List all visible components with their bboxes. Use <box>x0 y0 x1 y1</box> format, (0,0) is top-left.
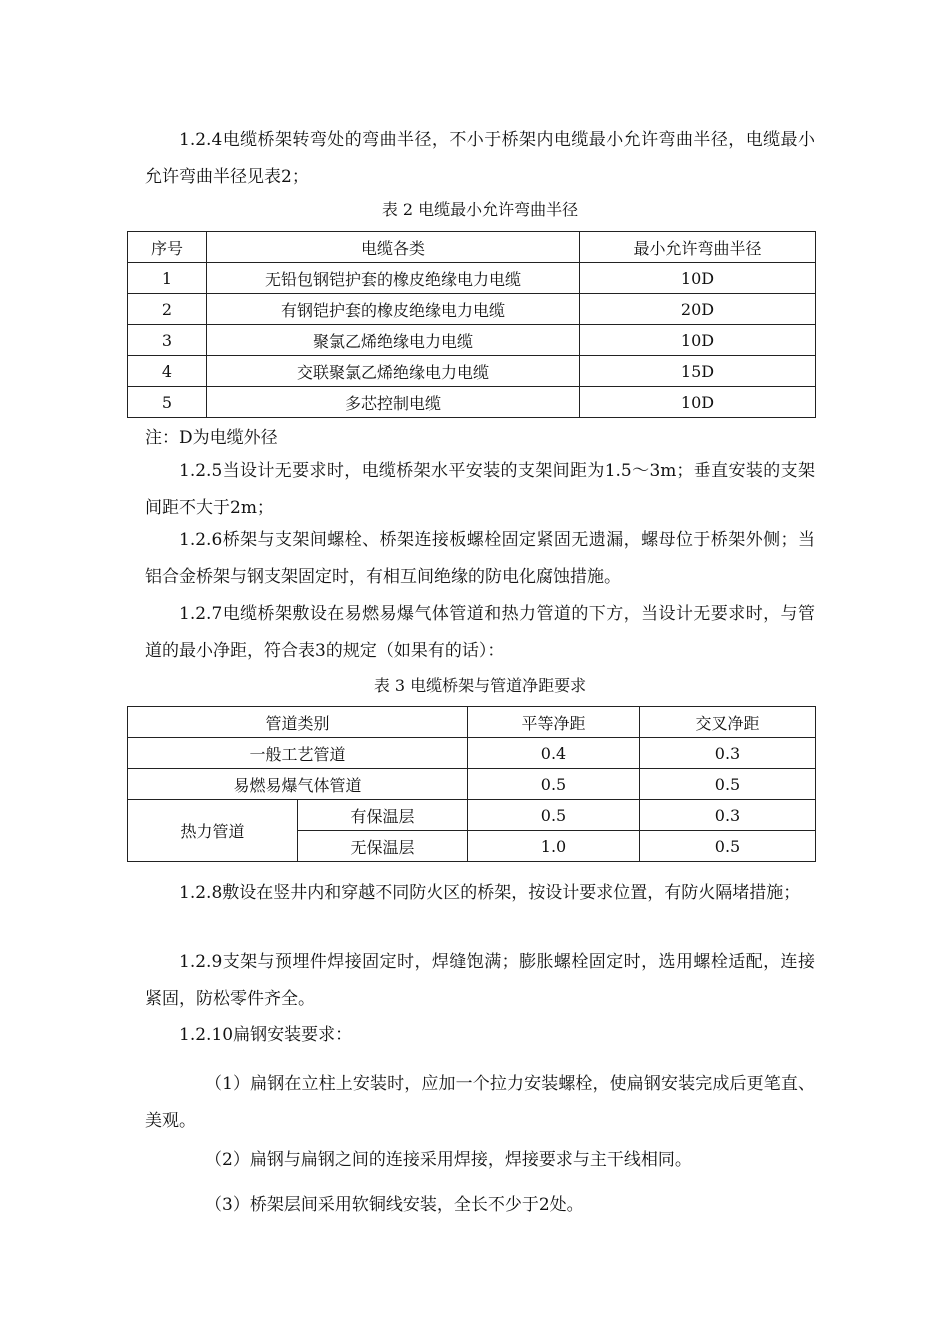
table-cell: 0.4 <box>468 738 640 769</box>
table-cell: 无保温层 <box>298 831 468 862</box>
list-item-1: （1）扁钢在立柱上安装时，应加一个拉力安装螺栓，使扁钢安装完成后更笔直、美观。 <box>145 1074 815 1131</box>
paragraph-1-2-7: 1.2.7电缆桥架敷设在易燃易爆气体管道和热力管道的下方，当设计无要求时，与管道的最小净距，符合表3的规定（如果有的话）： <box>145 604 815 661</box>
paragraph-1-2-5: 1.2.5当设计无要求时，电缆桥架水平安装的支架间距为1.5～3m；垂直安装的支架间距不大于2m； <box>145 461 815 518</box>
table-cell: 多芯控制电缆 <box>207 387 580 418</box>
table-cell: 1.0 <box>468 831 640 862</box>
table-row <box>128 738 816 769</box>
table-cell: 0.3 <box>640 800 816 831</box>
table-cell: 0.5 <box>640 831 816 862</box>
list-item-3: （3）桥架层间采用软铜线安装，全长不少于2处。 <box>205 1195 584 1215</box>
table-cell: 有钢铠护套的橡皮绝缘电力电缆 <box>207 294 580 325</box>
paragraph-1-2-10: 1.2.10扁钢安装要求： <box>179 1025 353 1045</box>
table-cell: 交联聚氯乙烯绝缘电力电缆 <box>207 356 580 387</box>
table-row <box>128 769 816 800</box>
table-cell: 3 <box>128 325 207 356</box>
table-cell: 0.3 <box>640 738 816 769</box>
table-cell: 一般工艺管道 <box>128 738 468 769</box>
header-cell: 序号 <box>128 232 207 263</box>
table-cell: 有保温层 <box>298 800 468 831</box>
table-cell: 2 <box>128 294 207 325</box>
table-3-caption: 表 3 电缆桥架与管道净距要求 <box>373 676 587 695</box>
table-cell: 15D <box>580 356 816 387</box>
header-cell: 交叉净距 <box>640 707 816 738</box>
table-row <box>128 325 816 356</box>
header-cell: 管道类别 <box>128 707 468 738</box>
paragraph-1-2-8: 1.2.8敷设在竖井内和穿越不同防火区的桥架，按设计要求位置，有防火隔堵措施； <box>179 883 801 903</box>
table-row <box>128 263 816 294</box>
table-cell: 5 <box>128 387 207 418</box>
table-2-caption: 表 2 电缆最小允许弯曲半径 <box>381 200 579 219</box>
table-cell: 易燃易爆气体管道 <box>128 769 468 800</box>
table-cell: 0.5 <box>468 769 640 800</box>
table-cell: 10D <box>580 387 816 418</box>
table-cell: 20D <box>580 294 816 325</box>
header-cell: 最小允许弯曲半径 <box>580 232 816 263</box>
table-cell: 热力管道 <box>128 800 298 862</box>
header-cell: 电缆各类 <box>207 232 580 263</box>
table-row <box>128 294 816 325</box>
table-cell: 10D <box>580 325 816 356</box>
table-row <box>128 356 816 387</box>
table-cell: 10D <box>580 263 816 294</box>
table-cell: 4 <box>128 356 207 387</box>
table-row <box>128 800 816 831</box>
table-header-row <box>128 232 816 263</box>
table-cell: 无铅包钢铠护套的橡皮绝缘电力电缆 <box>207 263 580 294</box>
paragraph-1-2-6: 1.2.6桥架与支架间螺栓、桥架连接板螺栓固定紧固无遗漏，螺母位于桥架外侧；当铝合金桥架与钢支架固定时，有相互间绝缘的防电化腐蚀措施。 <box>145 530 815 587</box>
table-cell: 聚氯乙烯绝缘电力电缆 <box>207 325 580 356</box>
list-item-2: （2）扁钢与扁钢之间的连接采用焊接，焊接要求与主干线相同。 <box>205 1150 692 1170</box>
table-2-bend-radius <box>127 231 816 418</box>
table-row <box>128 387 816 418</box>
table-3-pipe-clearance <box>127 706 816 862</box>
paragraph-1-2-9: 1.2.9支架与预埋件焊接固定时，焊缝饱满；膨胀螺栓固定时，选用螺栓适配，连接紧固，防松零件齐全。 <box>145 952 815 1009</box>
table-cell: 0.5 <box>468 800 640 831</box>
table-2-note: 注：D为电缆外径 <box>145 428 278 448</box>
header-cell: 平等净距 <box>468 707 640 738</box>
table-cell: 1 <box>128 263 207 294</box>
paragraph-1-2-4: 1.2.4电缆桥架转弯处的弯曲半径，不小于桥架内电缆最小允许弯曲半径，电缆最小允许弯曲半径见表2； <box>145 130 815 187</box>
table-header-row <box>128 707 816 738</box>
table-cell: 0.5 <box>640 769 816 800</box>
